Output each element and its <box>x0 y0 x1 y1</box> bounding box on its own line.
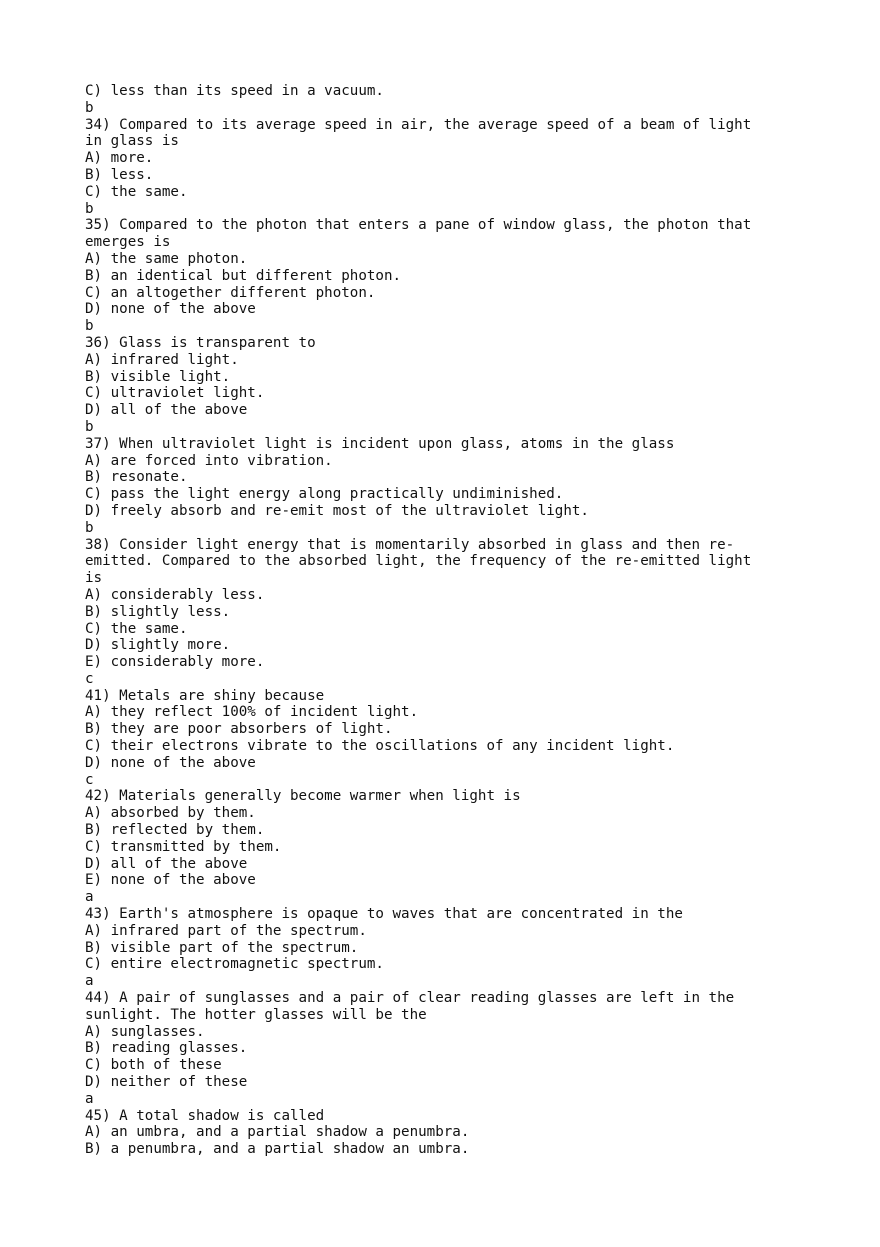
text-line: b <box>85 519 94 536</box>
text-line: A) an umbra, and a partial shadow a penumbra. <box>85 1124 470 1141</box>
text-line: D) freely absorb and re-emit most of the ultraviolet light. <box>85 502 589 519</box>
text-line: a <box>85 889 94 906</box>
text-line: B) slightly less. <box>85 603 231 620</box>
text-line: B) reflected by them. <box>85 822 265 839</box>
text-line: D) neither of these <box>85 1074 248 1091</box>
text-line: D) all of the above <box>85 855 248 872</box>
text-line: E) none of the above <box>85 872 256 889</box>
text-line: A) more. <box>85 150 154 167</box>
text-line: B) resonate. <box>85 469 188 486</box>
text-line: C) the same. <box>85 620 188 637</box>
text-line: 36) Glass is transparent to <box>85 334 316 351</box>
text-line: b <box>85 418 94 435</box>
text-line: B) an identical but different photon. <box>85 267 402 284</box>
text-line: A) infrared light. <box>85 351 239 368</box>
text-line: C) the same. <box>85 183 188 200</box>
text-line: C) ultraviolet light. <box>85 385 265 402</box>
text-line: A) absorbed by them. <box>85 805 256 822</box>
text-line: 34) Compared to its average speed in air, the average speed of a beam of light <box>85 116 752 133</box>
text-line: c <box>85 771 94 788</box>
text-line: b <box>85 200 94 217</box>
text-line: A) sunglasses. <box>85 1023 205 1040</box>
text-line: B) visible light. <box>85 368 231 385</box>
text-line: C) their electrons vibrate to the oscillations of any incident light. <box>85 738 675 755</box>
text-line: a <box>85 973 94 990</box>
text-line: c <box>85 670 94 687</box>
text-line: 42) Materials generally become warmer when light is <box>85 788 521 805</box>
text-line: B) visible part of the spectrum. <box>85 939 359 956</box>
text-line: E) considerably more. <box>85 654 265 671</box>
text-line: B) reading glasses. <box>85 1040 248 1057</box>
text-line: 35) Compared to the photon that enters a pane of window glass, the photon that <box>85 217 752 234</box>
text-line: A) they reflect 100% of incident light. <box>85 704 419 721</box>
text-line: b <box>85 99 94 116</box>
text-line: emerges is <box>85 234 171 251</box>
text-line: 43) Earth's atmosphere is opaque to waves that are concentrated in the <box>85 906 683 923</box>
text-line: b <box>85 318 94 335</box>
text-line: sunlight. The hotter glasses will be the <box>85 1006 427 1023</box>
text-line: 45) A total shadow is called <box>85 1107 325 1124</box>
text-line: D) all of the above <box>85 402 248 419</box>
text-line: 41) Metals are shiny because <box>85 687 325 704</box>
text-line: 44) A pair of sunglasses and a pair of clear reading glasses are left in the <box>85 990 735 1007</box>
text-line: A) considerably less. <box>85 586 265 603</box>
text-line: B) a penumbra, and a partial shadow an umbra. <box>85 1141 470 1158</box>
text-line: D) none of the above <box>85 754 256 771</box>
text-line: C) pass the light energy along practically undiminished. <box>85 486 564 503</box>
text-line: C) both of these <box>85 1057 222 1074</box>
text-line: D) none of the above <box>85 301 256 318</box>
text-line: B) less. <box>85 166 154 183</box>
text-line: C) entire electromagnetic spectrum. <box>85 956 384 973</box>
text-line: in glass is <box>85 133 179 150</box>
text-line: 38) Consider light energy that is momentarily absorbed in glass and then re- <box>85 536 735 553</box>
text-line: C) an altogether different photon. <box>85 284 376 301</box>
text-line: C) less than its speed in a vacuum. <box>85 83 384 99</box>
text-line: 37) When ultraviolet light is incident upon glass, atoms in the glass <box>85 435 675 452</box>
text-line: emitted. Compared to the absorbed light, the frequency of the re-emitted light <box>85 553 752 570</box>
text-line: B) they are poor absorbers of light. <box>85 721 393 738</box>
document-page <box>85 83 805 1158</box>
text-line: D) slightly more. <box>85 637 231 654</box>
text-line: A) are forced into vibration. <box>85 452 333 469</box>
text-line: A) infrared part of the spectrum. <box>85 922 367 939</box>
text-line: C) transmitted by them. <box>85 838 282 855</box>
text-line: is <box>85 570 103 587</box>
text-line: a <box>85 1090 94 1107</box>
text-line: A) the same photon. <box>85 250 248 267</box>
